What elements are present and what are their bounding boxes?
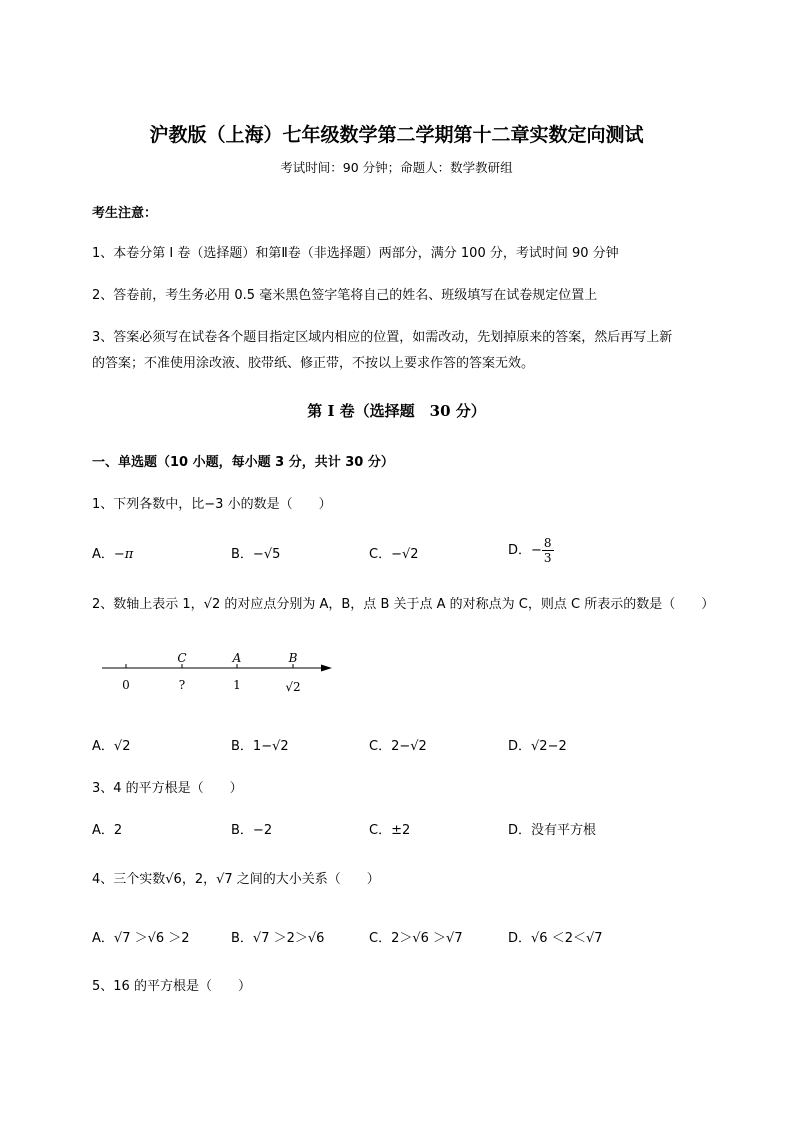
q2-option-b bbox=[231, 735, 289, 754]
tick-label-b: √2 bbox=[285, 680, 301, 694]
question-4-stem: 4、三个实数√6，2，√7 之间的大小关系（ ） bbox=[92, 872, 380, 887]
option-label: C． bbox=[369, 739, 392, 754]
question-1-stem: 1、下列各数中，比−3 小的数是（ ） bbox=[92, 497, 332, 512]
option-label: D． bbox=[508, 739, 532, 754]
option-label: C． bbox=[369, 931, 392, 946]
option-value: 2 bbox=[113, 823, 123, 838]
q3-option-a bbox=[92, 819, 122, 838]
part1-heading: 一、单选题（10 小题，每小题 3 分，共计 30 分） bbox=[92, 455, 394, 470]
tick-label-c: ? bbox=[178, 678, 186, 692]
exam-subtitle: 考试时间：90 分钟；命题人：数学教研组 bbox=[280, 160, 513, 175]
number-line-arrow-icon bbox=[321, 665, 332, 672]
q1-option-c bbox=[369, 543, 419, 562]
option-value: −π bbox=[113, 547, 134, 562]
notice-item-2: 2、答卷前，考生务必用 0.5 毫米黑色签字笔将自己的姓名、班级填写在试卷规定位置上 bbox=[92, 288, 598, 303]
q4-option-c bbox=[369, 927, 463, 946]
option-label: C． bbox=[369, 823, 392, 838]
option-label: D． bbox=[508, 543, 532, 558]
fraction bbox=[542, 536, 554, 565]
option-label: B． bbox=[231, 547, 253, 562]
option-value: √2−2 bbox=[531, 739, 567, 754]
option-value: √7 ＞√6 ＞2 bbox=[113, 931, 190, 946]
option-value: 没有平方根 bbox=[531, 823, 597, 838]
option-value: √6 ＜2＜√7 bbox=[531, 931, 603, 946]
q2-option-d bbox=[508, 735, 567, 754]
option-label: D． bbox=[508, 823, 532, 838]
option-value: ±2 bbox=[391, 823, 411, 838]
section-title: 第 I 卷（选择题 30 分） bbox=[307, 402, 486, 420]
question-3-stem: 3、4 的平方根是（ ） bbox=[92, 781, 243, 796]
fraction-denominator: 3 bbox=[543, 551, 552, 565]
fraction-numerator: 8 bbox=[543, 536, 552, 550]
option-label: B． bbox=[231, 931, 253, 946]
option-value: √2 bbox=[113, 739, 131, 754]
q4-option-a bbox=[92, 927, 190, 946]
option-label: D． bbox=[508, 931, 532, 946]
point-label-b: B bbox=[288, 651, 298, 665]
tick-label-0: 0 bbox=[122, 678, 130, 692]
option-value: −√2 bbox=[391, 547, 419, 562]
notice-item-3-line-1: 3、答案必须写在试卷各个题目指定区域内相应的位置，如需改动，先划掉原来的答案，然后再写上新 bbox=[92, 330, 673, 345]
option-label: B． bbox=[231, 739, 253, 754]
notice-heading: 考生注意： bbox=[92, 206, 158, 221]
option-label: A． bbox=[92, 547, 114, 562]
notice-item-3-line-2: 的答案；不准使用涂改液、胶带纸、修正带，不按以上要求作答的答案无效。 bbox=[92, 356, 535, 371]
option-value: √7 ＞2＞√6 bbox=[252, 931, 325, 946]
q1-option-a bbox=[92, 543, 133, 562]
option-label: C． bbox=[369, 547, 392, 562]
option-label: A． bbox=[92, 739, 114, 754]
option-sign: − bbox=[531, 543, 542, 558]
notice-item-1: 1、本卷分第 I 卷（选择题）和第Ⅱ卷（非选择题）两部分，满分 100 分，考试时间 90 分钟 bbox=[92, 246, 619, 261]
point-label-a: A bbox=[232, 651, 242, 665]
question-5-stem: 5、16 的平方根是（ ） bbox=[92, 979, 251, 994]
q1-option-d bbox=[508, 536, 554, 565]
q4-option-d bbox=[508, 927, 603, 946]
question-2-stem: 2、数轴上表示 1，√2 的对应点分别为 A，B，点 B 关于点 A 的对称点为 C，则点 C 所表示的数是（ ） bbox=[92, 597, 715, 612]
q3-option-b bbox=[231, 819, 272, 838]
q1-option-b bbox=[231, 543, 280, 562]
q3-option-d bbox=[508, 819, 596, 838]
option-value: −2 bbox=[252, 823, 273, 838]
q2-option-c bbox=[369, 735, 427, 754]
q2-option-a bbox=[92, 735, 130, 754]
point-label-c: C bbox=[177, 651, 187, 665]
option-value: 2−√2 bbox=[391, 739, 427, 754]
number-line-figure bbox=[92, 645, 342, 700]
option-value: −√5 bbox=[252, 547, 281, 562]
option-value: 1−√2 bbox=[252, 739, 289, 754]
exam-title: 沪教版（上海）七年级数学第二学期第十二章实数定向测试 bbox=[149, 124, 644, 146]
option-label: A． bbox=[92, 931, 114, 946]
option-label: A． bbox=[92, 823, 114, 838]
option-value: 2＞√6 ＞√7 bbox=[391, 931, 463, 946]
option-label: B． bbox=[231, 823, 253, 838]
q3-option-c bbox=[369, 819, 410, 838]
q4-option-b bbox=[231, 927, 324, 946]
tick-label-a: 1 bbox=[233, 678, 241, 692]
